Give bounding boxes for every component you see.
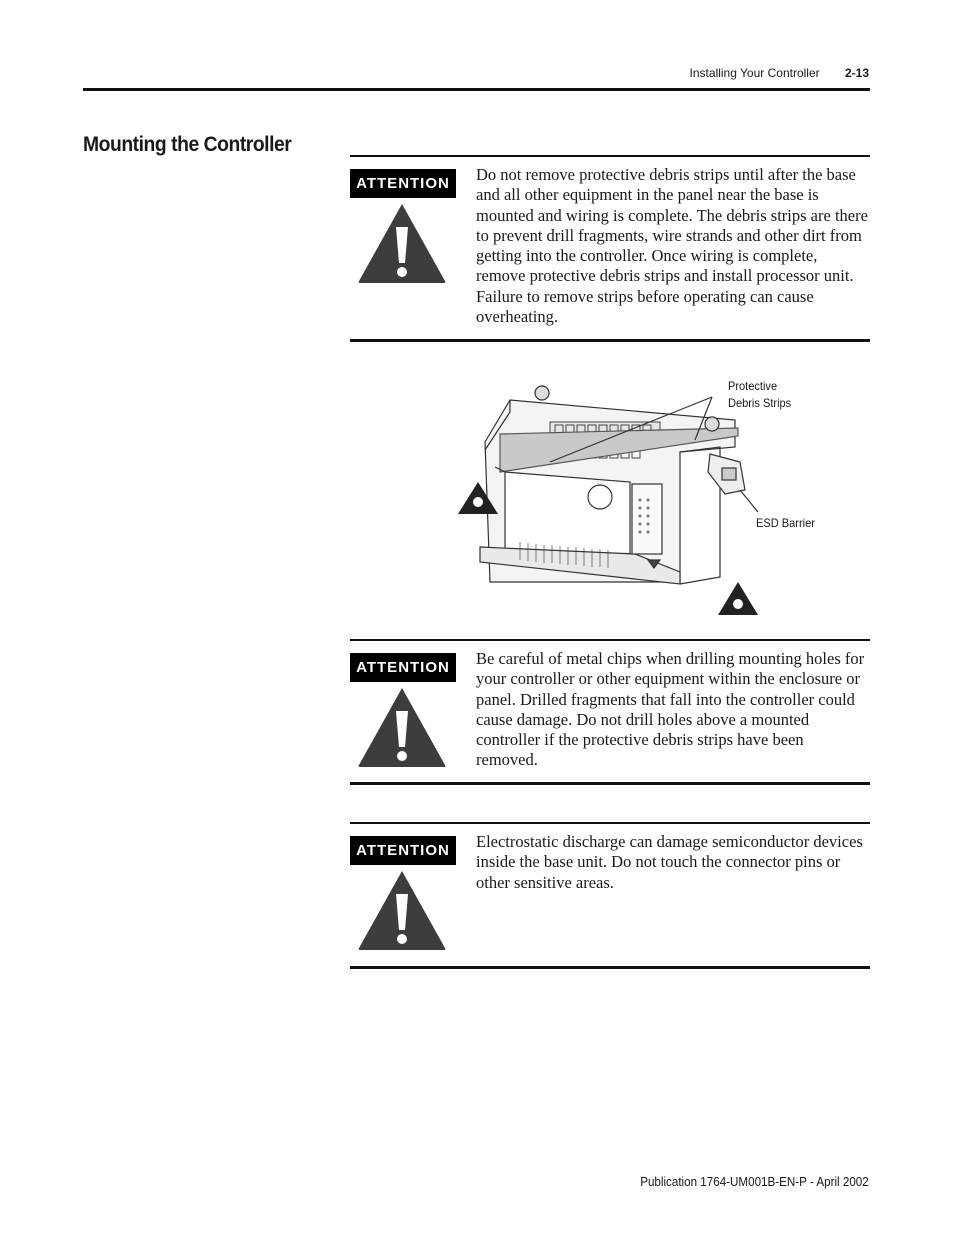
warning-triangle-icon — [356, 868, 448, 952]
page-number: 2-13 — [844, 66, 869, 80]
esd-warning-icon-lower — [718, 582, 758, 615]
callout-esd-barrier: ESD Barrier — [756, 516, 815, 530]
callout-debris-line2: Debris Strips — [728, 396, 792, 410]
attention-text: Electrostatic discharge can damage semiconductor devices inside the base unit. Do not touch the connector pins or other sensitive areas. — [476, 832, 863, 892]
attention-block-esd — [350, 822, 870, 969]
attention-block-debris — [350, 155, 870, 342]
controller-figure — [440, 372, 840, 620]
callout-debris-line1: Protective — [728, 379, 778, 393]
section-title: Mounting the Controller — [83, 133, 292, 156]
attention-block-metal-chips — [350, 639, 870, 785]
header-title: Installing Your Controller — [689, 66, 820, 80]
warning-triangle-icon — [356, 685, 448, 769]
attention-badge: ATTENTION — [350, 836, 456, 865]
attention-badge: ATTENTION — [350, 169, 456, 198]
callout-debris-strips — [728, 378, 791, 412]
attention-badge: ATTENTION — [350, 653, 456, 682]
footer-publication: Publication 1764-UM001B-EN-P - April 2002 — [640, 1175, 869, 1189]
attention-text: Do not remove protective debris strips until after the base and all other equipment in the panel near the base is mounted and wiring is complete. The debris strips are there to prevent drill fragments, wire strands and other dirt from getting into the controller. Once wiring is complete, remove protective debris strips and install processor unit. Failure to remove strips before operating can cause overheating. — [476, 165, 868, 327]
header-rule — [83, 88, 870, 91]
running-header — [83, 66, 869, 84]
attention-text: Be careful of metal chips when drilling mounting holes for your controller or other equipment within the enclosure or panel. Drilled fragments that fall into the controller could cause damage. Do not drill holes above a mounted controller if the protective debris strips have been removed. — [476, 649, 865, 770]
warning-triangle-icon — [356, 201, 448, 285]
